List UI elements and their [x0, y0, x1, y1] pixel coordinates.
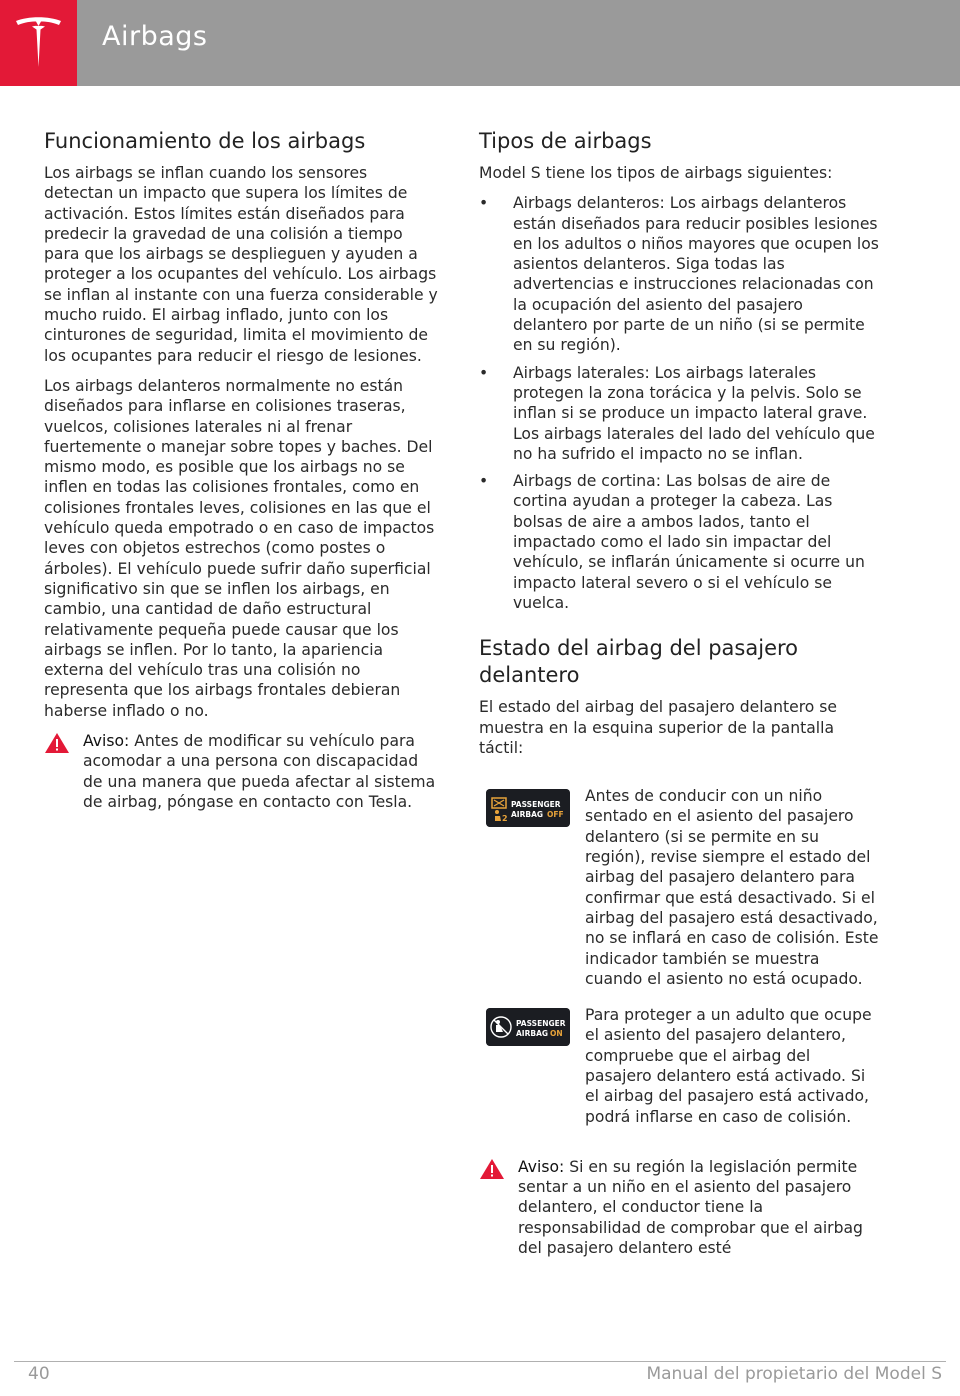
- bullet: •: [479, 363, 489, 382]
- indicator-off-description: Antes de conducir con un niño sentado en el asiento del pasajero delantero (si se permite en su región), revise siempre el estado del airbag del pasajero delantero para confirmar que está desactivado. Si el airbag del pasajero está desactivado, no se inflará en caso de colisión. Este indicador también se muestra cuando el asiento no está ocupado.: [585, 787, 879, 988]
- paragraph: Los airbags se inflan cuando los sensores detectan un impacto que supera los límites de activación. Estos límites están diseñados para predecir la gravedad de una colisión a tiempo para que los airbags se desplieguen y ayuden a proteger a los ocupantes del vehículo. Los airbags se inflan al instante con una fuerza considerable y mucho ruido. El airbag inflado, junto con los cinturones de seguridad, limita el movimiento de los ocupantes para reducir el riesgo de lesiones.: [44, 164, 438, 365]
- airbag-types-list: [479, 193, 879, 613]
- section-heading-tipos: Tipos de airbags: [479, 129, 652, 153]
- paragraph: El estado del airbag del pasajero delantero se muestra en la esquina superior de la pantalla táctil:: [479, 698, 837, 757]
- page-title: Airbags: [102, 21, 208, 52]
- warning-label: Aviso:: [518, 1157, 565, 1176]
- footer-divider: [14, 1361, 946, 1362]
- bullet: •: [479, 472, 489, 491]
- passenger-airbag-on-icon: [486, 1008, 570, 1046]
- svg-text:AIRBAG: AIRBAG: [511, 810, 544, 820]
- paragraph: Model S tiene los tipos de airbags siguientes:: [479, 164, 833, 182]
- warning-triangle-icon: [44, 732, 70, 754]
- right-column: [479, 128, 879, 1258]
- indicator-airbag-off: [479, 786, 879, 989]
- passenger-airbag-off-icon: [486, 789, 570, 827]
- indicator-airbag-on: [479, 1005, 879, 1127]
- section-heading-estado: Estado del airbag del pasajero delantero: [479, 636, 799, 688]
- list-item: • Airbags de cortina: Las bolsas de aire de cortina ayudan a proteger la cabeza. Las bolsas de aire a ambos lados, tanto el impactado como el lado sin impactar del vehículo, se inflarán únicamente si ocurre un impacto lateral severo o si el vehículo se vuelca.: [479, 472, 865, 612]
- indicator-on-description: Para proteger a un adulto que ocupe el asiento del pasajero delantero, compruebe que el airbag del pasajero delantero está activado. Si el airbag del pasajero está activado, podrá inflarse en caso de colisión.: [585, 1006, 872, 1126]
- list-item: • Airbags delanteros: Los airbags delanteros están diseñados para reducir posibles lesiones en los adultos o niños mayores que ocupen los asientos delanteros. Siga todas las advertencias e instrucciones relacionadas con la ocupación del asiento del pasajero delantero por parte de un niño (si se permite en su región).: [479, 194, 879, 355]
- warning-label: Aviso:: [83, 732, 130, 751]
- svg-text:AIRBAG: AIRBAG: [516, 1029, 549, 1039]
- page-number: 40: [28, 1364, 50, 1384]
- left-column: [44, 128, 440, 812]
- list-item: • Airbags laterales: Los airbags laterales protegen la zona torácica y la pelvis. Solo se inflan si se produce un impacto lateral grave. Los airbags laterales del lado del vehículo que no ha sufrido el impacto no se inflan.: [479, 363, 875, 463]
- footer-title: Manual del propietario del Model S: [646, 1364, 942, 1384]
- svg-text:OFF: OFF: [547, 810, 564, 820]
- svg-text:2: 2: [502, 814, 508, 824]
- warning-text: Antes de modificar su vehículo para acomodar a una persona con discapacidad de una manera que pueda afectar al sistema de airbag, póngase en contacto con Tesla.: [83, 732, 436, 811]
- svg-text:PASSENGER: PASSENGER: [511, 800, 561, 810]
- warning-note: [44, 731, 440, 812]
- logo-box: [0, 0, 77, 86]
- svg-text:PASSENGER: PASSENGER: [516, 1019, 566, 1029]
- section-heading-funcionamiento: Funcionamiento de los airbags: [44, 129, 366, 153]
- tesla-logo-icon: [14, 17, 63, 69]
- svg-text:ON: ON: [550, 1029, 563, 1039]
- bullet: •: [479, 194, 489, 213]
- warning-triangle-icon: [479, 1158, 505, 1180]
- warning-note: [479, 1157, 879, 1258]
- paragraph: Los airbags delanteros normalmente no están diseñados para inflarse en colisiones traseras, vuelcos, colisiones laterales ni al frenar fuertemente o manejar sobre topes y baches. Del mismo modo, es posible que los airbags no se inflen en todas las colisiones frontales, como en colisiones frontales leves, colisiones en las que el vehículo queda empotrado o en caso de impactos leves con objetos estrechos (como postes o árboles). El vehículo puede sufrir daño superficial significativo sin que se inflen los airbags, en cambio, una cantidad de daño estructural relativamente pequeña puede causar que los airbags se inflen. Por lo tanto, la apariencia externa del vehículo tras una colisión no representa que los airbags frontales debieran haberse inflado o no.: [44, 376, 435, 720]
- warning-text: Si en su región la legislación permite sentar a un niño en el asiento del pasajero delantero, el conductor tiene la responsabilidad de comprobar que el airbag del pasajero delantero esté: [518, 1157, 863, 1258]
